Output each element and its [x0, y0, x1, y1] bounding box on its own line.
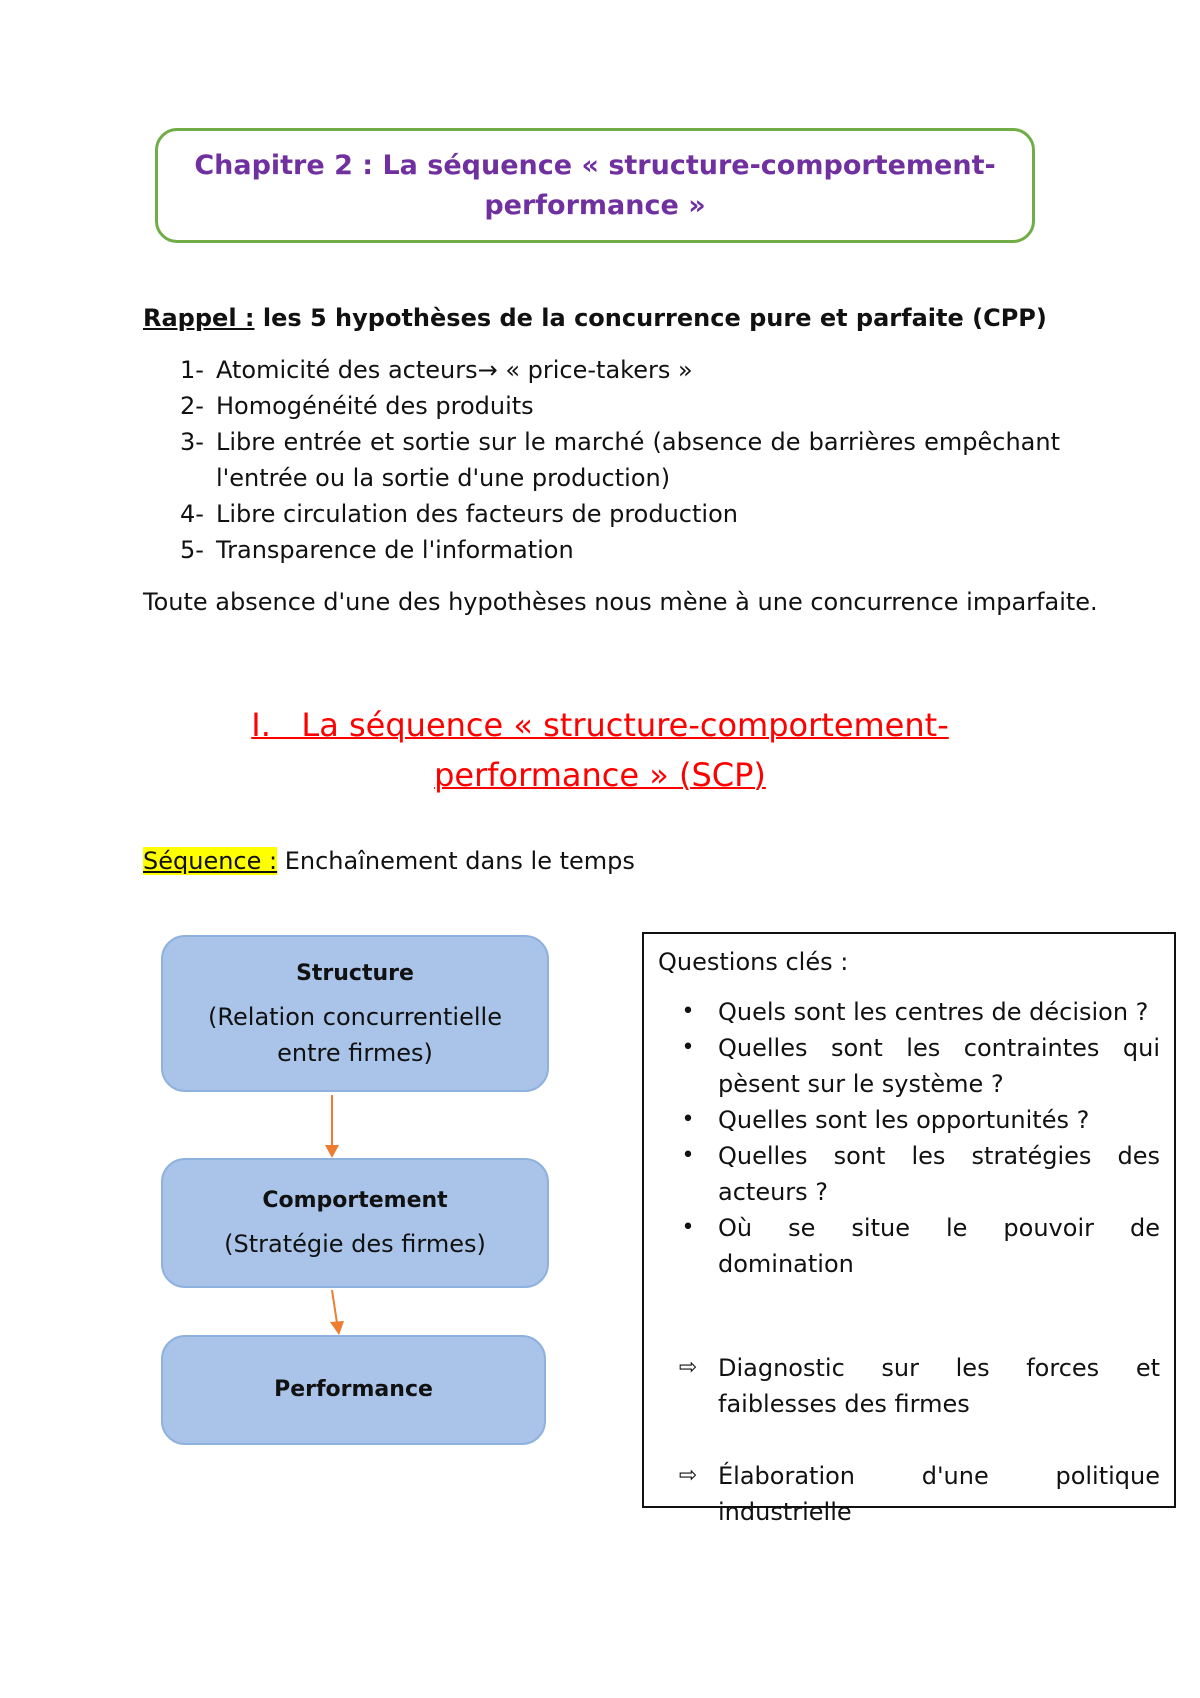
question-text: Quelles sont les opportunités ?	[718, 1106, 1090, 1134]
list-item	[658, 1210, 1160, 1282]
bullet-icon: •	[681, 999, 695, 1024]
question-text: Quels sont les centres de décision ?	[718, 998, 1149, 1026]
performance-box	[161, 1335, 546, 1445]
questions-box	[642, 932, 1176, 1526]
rappel-label: Rappel :	[143, 304, 255, 332]
question-text: Quelles sont les stratégies des acteurs ?	[718, 1142, 1160, 1206]
sequence-label: Séquence :	[143, 847, 278, 875]
bullet-icon: •	[681, 1107, 695, 1132]
bullet-icon: •	[681, 1215, 695, 1240]
conclusion-item-text: Diagnostic sur les forces et faiblesses des firmes	[718, 1354, 1160, 1418]
list-number: 3-	[180, 428, 204, 456]
list-item	[658, 1350, 1160, 1422]
sequence-text: Enchaînement dans le temps	[277, 847, 635, 875]
list-item	[658, 1030, 1160, 1102]
arrowhead-icon	[325, 1145, 339, 1158]
comportement-desc: (Stratégie des firmes)	[224, 1230, 486, 1258]
chapter-title-line1: Chapitre 2 : La séquence « structure-comportement-	[194, 149, 996, 181]
list-text: Transparence de l'information	[216, 536, 574, 564]
structure-title: Structure	[296, 960, 414, 986]
list-number: 1-	[180, 356, 204, 384]
question-text: Où se situe le pouvoir de domination	[718, 1214, 1160, 1278]
arrow-comportement-to-performance	[332, 1290, 337, 1323]
list-number: 2-	[180, 392, 204, 420]
bullet-icon: •	[681, 1035, 695, 1060]
question-text: Quelles sont les contraintes qui pèsent sur le système ?	[718, 1034, 1160, 1098]
list-item	[658, 1138, 1160, 1210]
structure-desc-line1: (Relation concurrentielle	[208, 1002, 502, 1031]
list-number: 4-	[180, 500, 204, 528]
arrow-right-icon: ⇨	[678, 1463, 698, 1488]
comportement-box	[161, 1158, 549, 1288]
conclusion-item-text: Élaboration d'une politique industrielle	[718, 1462, 1160, 1526]
section-heading-line1: I. La séquence « structure-comportement-	[251, 706, 949, 744]
conclusions-list	[658, 1350, 1160, 1530]
section-heading-line2: performance » (SCP)	[434, 756, 766, 794]
rappel-text: les 5 hypothèses de la concurrence pure et parfaite (CPP)	[254, 304, 1047, 332]
list-text: Atomicité des acteurs→ « price-takers »	[216, 356, 693, 384]
performance-title: Performance	[274, 1377, 433, 1402]
comportement-title: Comportement	[262, 1188, 448, 1213]
arrow-right-icon: ⇨	[678, 1355, 698, 1380]
questions-list	[658, 994, 1160, 1282]
list-item	[658, 994, 1160, 1030]
structure-box	[161, 935, 549, 1092]
chapter-title-line2: performance »	[484, 189, 706, 221]
list-text: Libre entrée et sortie sur le marché (absence de barrières empêchant l'entrée ou la sortie d'une production)	[216, 428, 1060, 492]
structure-desc-line2: entre firmes)	[277, 1038, 433, 1067]
questions-title: Questions clés :	[658, 948, 849, 976]
bullet-icon: •	[681, 1143, 695, 1168]
list-text: Libre circulation des facteurs de production	[216, 500, 738, 528]
arrowhead-icon	[330, 1321, 344, 1335]
list-item	[658, 1458, 1160, 1530]
list-number: 5-	[180, 536, 204, 564]
list-item	[658, 1102, 1160, 1138]
list-text: Homogénéité des produits	[216, 392, 534, 420]
conclusion-text: Toute absence d'une des hypothèses nous mène à une concurrence imparfaite.	[143, 588, 1098, 616]
